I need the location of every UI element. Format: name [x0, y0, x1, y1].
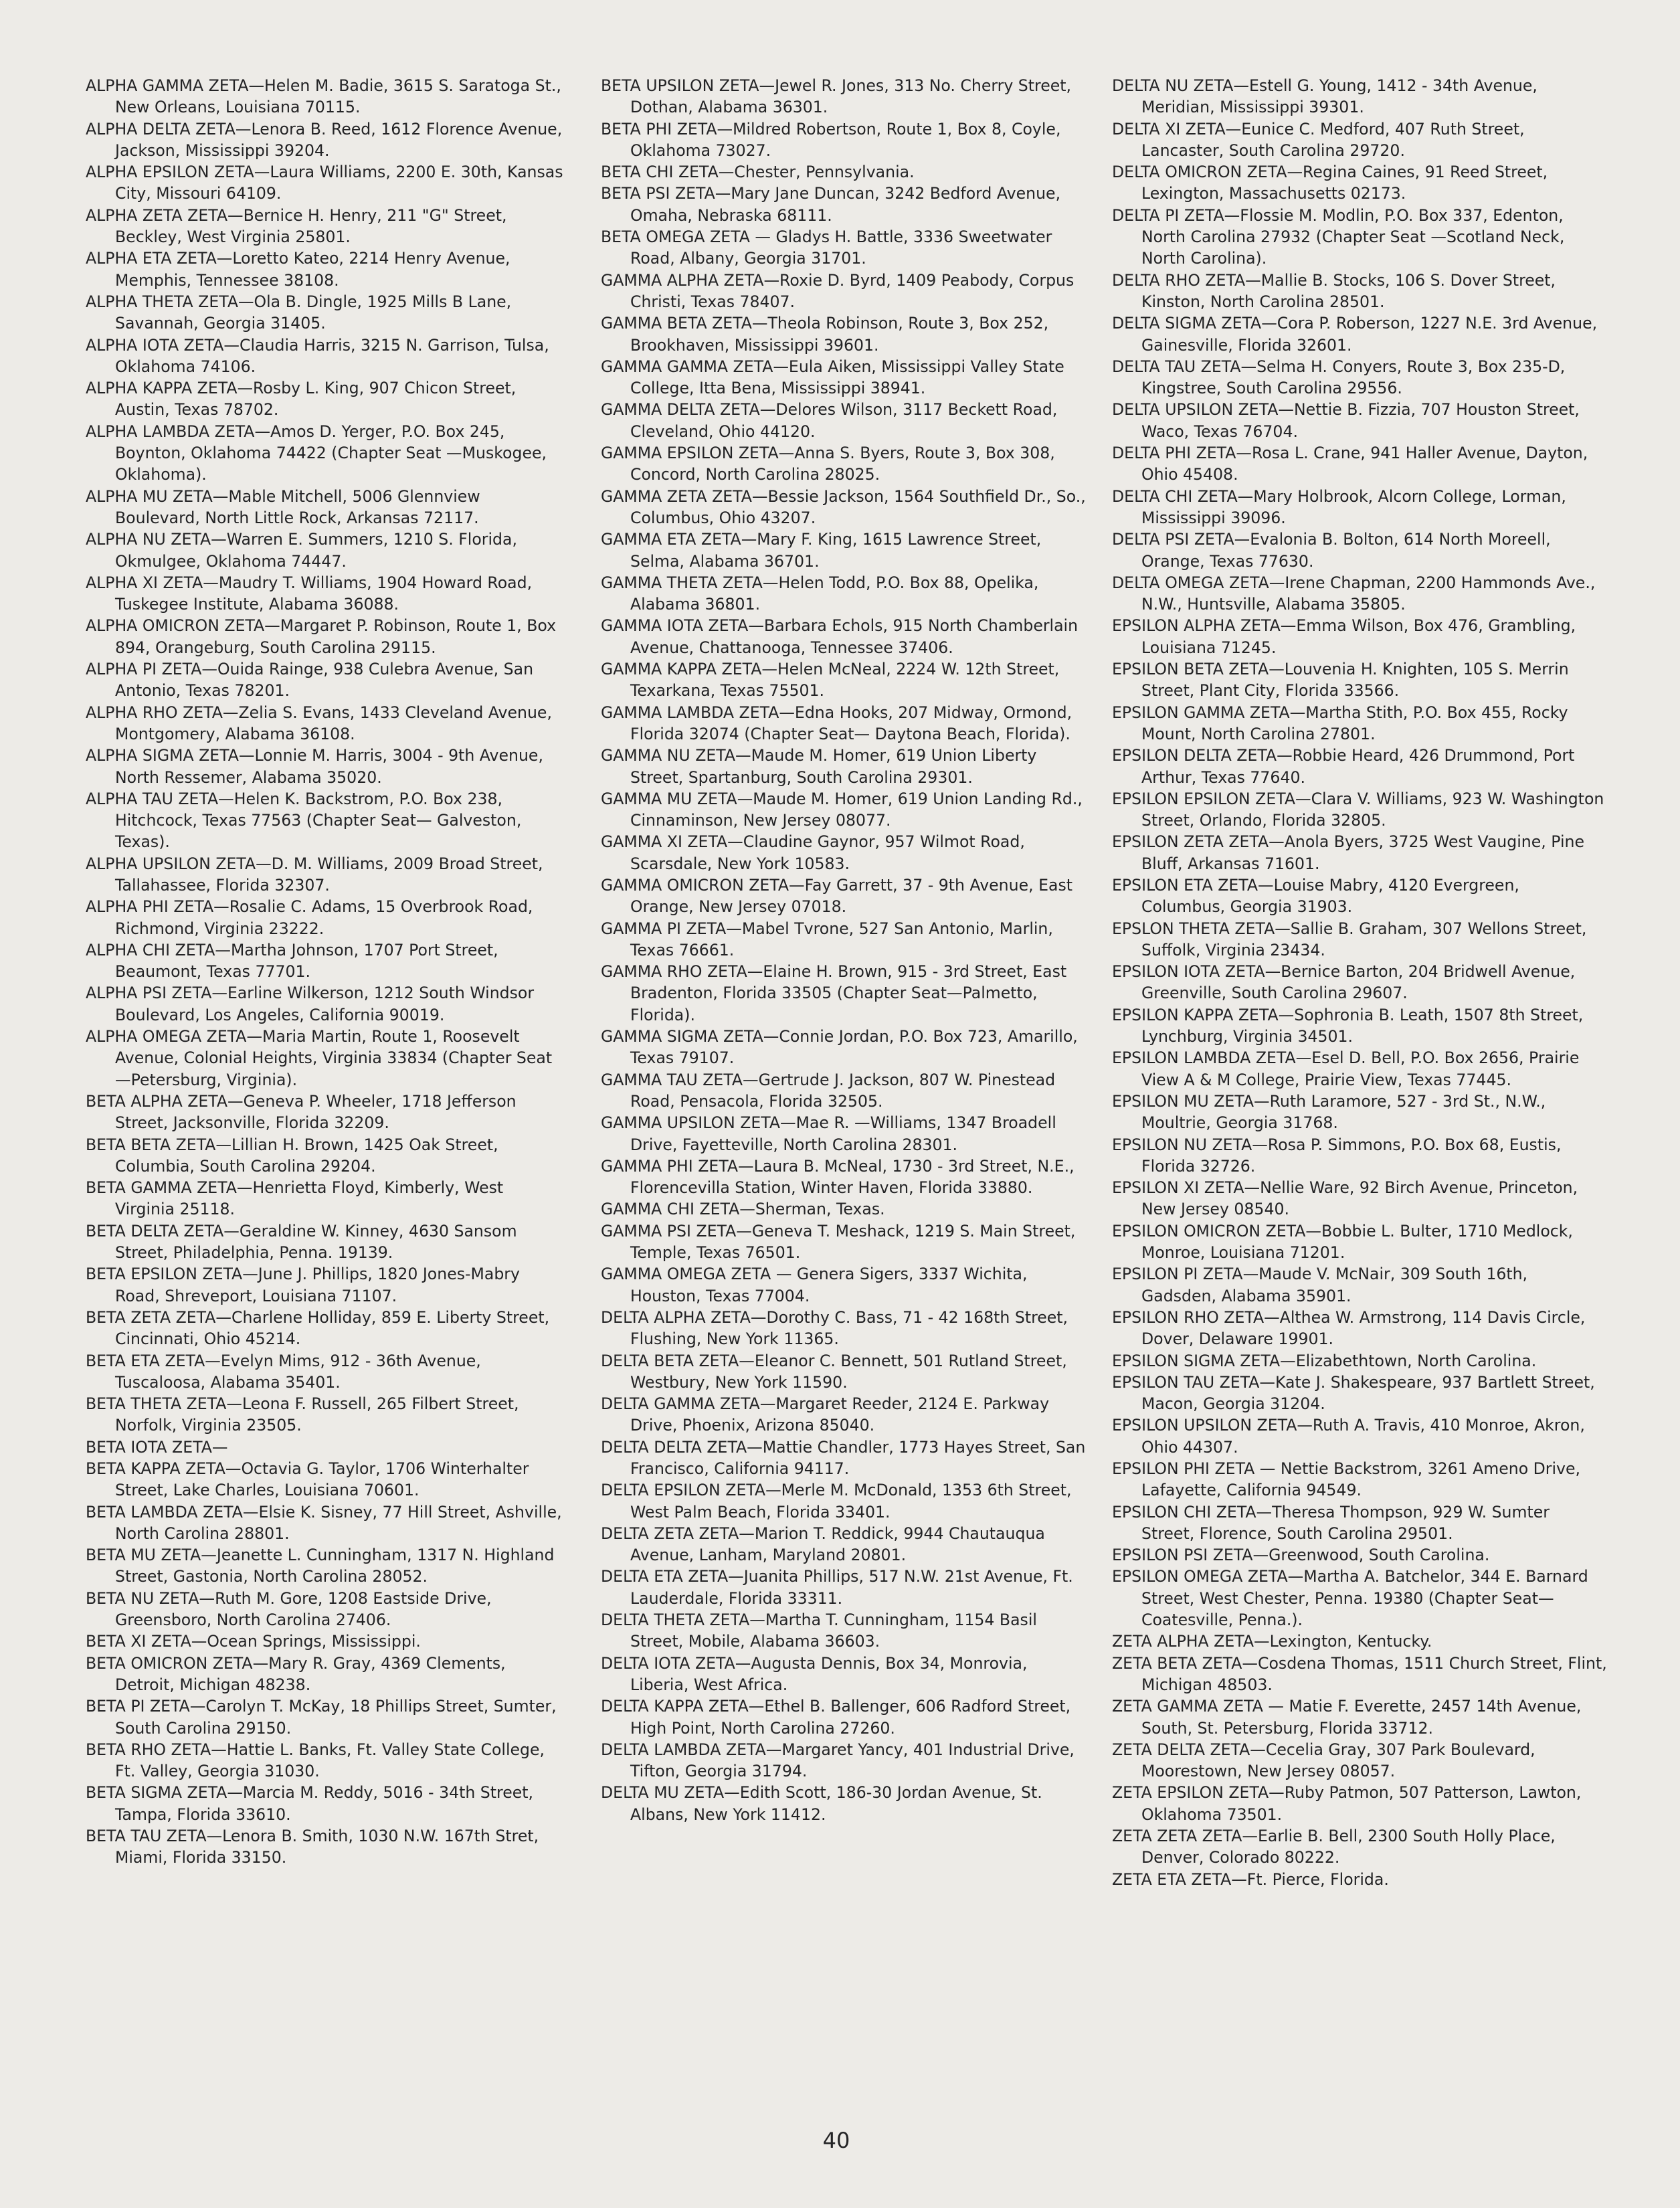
chapter-entry: EPSILON RHO ZETA—Althea W. Armstrong, 114 Davis Circle, Dover, Delaware 19901.	[1112, 1307, 1586, 1349]
chapter-entry: BETA ALPHA ZETA—Geneva P. Wheeler, 1718 Jefferson Street, Jacksonville, Florida 32209.	[86, 1091, 517, 1133]
chapter-entry: ALPHA MU ZETA—Mable Mitchell, 5006 Glennview Boulevard, North Little Rock, Arkansas 72117.	[86, 486, 480, 527]
chapter-entry: EPSILON OMEGA ZETA—Martha A. Batchelor, 344 E. Barnard Street, West Chester, Penna. 19380 (Chapter Seat—Coatesville, Penna.).	[1112, 1567, 1588, 1630]
chapter-entry: GAMMA PSI ZETA—Geneva T. Meshack, 1219 S. Main Street, Temple, Texas 76501.	[601, 1221, 1076, 1263]
chapter-entry: ALPHA TAU ZETA—Helen K. Backstrom, P.O. Box 238, Hitchcock, Texas 77563 (Chapter Seat— Galveston, Texas).	[86, 789, 522, 852]
chapter-entry: GAMMA ALPHA ZETA—Roxie D. Byrd, 1409 Peabody, Corpus Christi, Texas 78407.	[601, 270, 1075, 311]
chapter-entry: GAMMA MU ZETA—Maude M. Homer, 619 Union Landing Rd., Cinnaminson, New Jersey 08077.	[601, 789, 1083, 830]
chapter-entry: EPSILON SIGMA ZETA—Elizabethtown, North Carolina.	[1112, 1351, 1537, 1370]
chapter-entry: EPSILON BETA ZETA—Louvenia H. Knighten, 105 S. Merrin Street, Plant City, Florida 33566.	[1112, 660, 1569, 701]
chapter-entry: GAMMA BETA ZETA—Theola Robinson, Route 3, Box 252, Brookhaven, Mississippi 39601.	[601, 314, 1049, 355]
chapter-entry: EPSILON ZETA ZETA—Anola Byers, 3725 West Vaugine, Pine Bluff, Arkansas 71601.	[1112, 832, 1584, 873]
chapter-entry: EPSILON IOTA ZETA—Bernice Barton, 204 Bridwell Avenue, Greenville, South Carolina 29607.	[1112, 962, 1576, 1003]
chapter-entry: BETA ETA ZETA—Evelyn Mims, 912 - 36th Avenue, Tuscaloosa, Alabama 35401.	[86, 1351, 481, 1392]
chapter-entry: DELTA PSI ZETA—Evalonia B. Bolton, 614 North Moreell, Orange, Texas 77630.	[1112, 530, 1551, 571]
chapter-entry: GAMMA TAU ZETA—Gertrude J. Jackson, 807 W. Pinestead Road, Pensacola, Florida 32505.	[601, 1070, 1056, 1111]
chapter-entry: DELTA PHI ZETA—Rosa L. Crane, 941 Haller Avenue, Dayton, Ohio 45408.	[1112, 444, 1588, 484]
chapter-entry: EPSILON UPSILON ZETA—Ruth A. Travis, 410 Monroe, Akron, Ohio 44307.	[1112, 1416, 1585, 1457]
chapter-entry: BETA PHI ZETA—Mildred Robertson, Route 1, Box 8, Coyle, Oklahoma 73027.	[601, 119, 1061, 160]
chapter-entry: GAMMA LAMBDA ZETA—Edna Hooks, 207 Midway, Ormond, Florida 32074 (Chapter Seat— Daytona Beach, Florida).	[601, 703, 1072, 743]
chapter-entry: EPSILON EPSILON ZETA—Clara V. Williams, 923 W. Washington Street, Orlando, Florida 32805.	[1112, 789, 1604, 830]
chapter-entry: GAMMA CHI ZETA—Sherman, Texas.	[601, 1200, 885, 1219]
chapter-entry: DELTA NU ZETA—Estell G. Young, 1412 - 34th Avenue, Meridian, Mississippi 39301.	[1112, 76, 1537, 117]
chapter-entry: ALPHA PSI ZETA—Earline Wilkerson, 1212 South Windsor Boulevard, Los Angeles, California 90019.	[86, 984, 535, 1024]
chapter-entry: DELTA CHI ZETA—Mary Holbrook, Alcorn College, Lorman, Mississippi 39096.	[1112, 486, 1566, 527]
chapter-entry: DELTA PI ZETA—Flossie M. Modlin, P.O. Box 337, Edenton, North Carolina 27932 (Chapter Seat —Scotland Neck, North Carolina).	[1112, 205, 1565, 268]
chapter-entry: GAMMA DELTA ZETA—Delores Wilson, 3117 Beckett Road, Cleveland, Ohio 44120.	[601, 400, 1058, 441]
chapter-entry: GAMMA UPSILON ZETA—Mae R. —Williams, 1347 Broadell Drive, Fayetteville, North Carolina 28301.	[601, 1113, 1056, 1154]
chapter-entry: BETA KAPPA ZETA—Octavia G. Taylor, 1706 Winterhalter Street, Lake Charles, Louisiana 70601.	[86, 1459, 529, 1500]
chapter-entry: ALPHA OMEGA ZETA—Maria Martin, Route 1, Roosevelt Avenue, Colonial Heights, Virginia 33834 (Chapter Seat—Petersburg, Virginia).	[86, 1027, 553, 1089]
chapter-entry: BETA OMEGA ZETA — Gladys H. Battle, 3336 Sweetwater Road, Albany, Georgia 31701.	[601, 227, 1052, 268]
chapter-entry: DELTA OMICRON ZETA—Regina Caines, 91 Reed Street, Lexington, Massachusetts 02173.	[1112, 163, 1548, 203]
chapter-entry: ZETA GAMMA ZETA — Matie F. Everette, 2457 14th Avenue, South, St. Petersburg, Florida 33712.	[1112, 1697, 1582, 1738]
chapter-entry: BETA OMICRON ZETA—Mary R. Gray, 4369 Clements, Detroit, Michigan 48238.	[86, 1653, 506, 1694]
chapter-entry: DELTA OMEGA ZETA—Irene Chapman, 2200 Hammonds Ave., N.W., Huntsville, Alabama 35805.	[1112, 573, 1596, 614]
directory-column-2	[601, 75, 1091, 1825]
chapter-entry: BETA THETA ZETA—Leona F. Russell, 265 Filbert Street, Norfolk, Virginia 23505.	[86, 1394, 519, 1435]
chapter-entry: DELTA DELTA ZETA—Mattie Chandler, 1773 Hayes Street, San Francisco, California 94117.	[601, 1437, 1086, 1478]
chapter-entry: GAMMA ZETA ZETA—Bessie Jackson, 1564 Southfield Dr., So., Columbus, Ohio 43207.	[601, 486, 1086, 527]
chapter-entry: EPSILON TAU ZETA—Kate J. Shakespeare, 937 Bartlett Street, Macon, Georgia 31204.	[1112, 1372, 1595, 1414]
chapter-entry: DELTA XI ZETA—Eunice C. Medford, 407 Ruth Street, Lancaster, South Carolina 29720.	[1112, 119, 1525, 160]
chapter-entry: DELTA UPSILON ZETA—Nettie B. Fizzia, 707 Houston Street, Waco, Texas 76704.	[1112, 400, 1580, 441]
chapter-entry: DELTA ALPHA ZETA—Dorothy C. Bass, 71 - 42 168th Street, Flushing, New York 11365.	[601, 1307, 1068, 1349]
chapter-entry: BETA ZETA ZETA—Charlene Holliday, 859 E. Liberty Street, Cincinnati, Ohio 45214.	[86, 1307, 550, 1349]
chapter-entry: DELTA KAPPA ZETA—Ethel B. Ballenger, 606 Radford Street, High Point, North Carolina 27260.	[601, 1697, 1071, 1738]
chapter-entry: ALPHA PHI ZETA—Rosalie C. Adams, 15 Overbrook Road, Richmond, Virginia 23222.	[86, 897, 533, 938]
chapter-entry: ALPHA CHI ZETA—Martha Johnson, 1707 Port Street, Beaumont, Texas 77701.	[86, 940, 498, 982]
chapter-entry: ALPHA EPSILON ZETA—Laura Williams, 2200 E. 30th, Kansas City, Missouri 64109.	[86, 163, 563, 203]
chapter-entry: ALPHA ETA ZETA—Loretto Kateo, 2214 Henry Avenue, Memphis, Tennessee 38108.	[86, 249, 510, 290]
chapter-entry: BETA DELTA ZETA—Geraldine W. Kinney, 4630 Sansom Street, Philadelphia, Penna. 19139.	[86, 1221, 517, 1263]
chapter-entry: ZETA ETA ZETA—Ft. Pierce, Florida.	[1112, 1869, 1389, 1889]
chapter-entry: DELTA ETA ZETA—Juanita Phillips, 517 N.W. 21st Avenue, Ft. Lauderdale, Florida 33311.	[601, 1567, 1073, 1608]
chapter-entry: BETA LAMBDA ZETA—Elsie K. Sisney, 77 Hill Street, Ashville, North Carolina 28801.	[86, 1502, 562, 1543]
chapter-entry: ZETA ALPHA ZETA—Lexington, Kentucky.	[1112, 1632, 1432, 1651]
chapter-entry: GAMMA IOTA ZETA—Barbara Echols, 915 North Chamberlain Avenue, Chattanooga, Tennessee 37406.	[601, 616, 1079, 657]
chapter-entry: DELTA ZETA ZETA—Marion T. Reddick, 9944 Chautauqua Avenue, Lanham, Maryland 20801.	[601, 1524, 1045, 1565]
chapter-entry: GAMMA NU ZETA—Maude M. Homer, 619 Union Liberty Street, Spartanburg, South Carolina 29301.	[601, 746, 1037, 787]
chapter-entry: BETA EPSILON ZETA—June J. Phillips, 1820 Jones-Mabry Road, Shreveport, Louisiana 71107.	[86, 1265, 520, 1305]
chapter-entry: ALPHA PI ZETA—Ouida Rainge, 938 Culebra Avenue, San Antonio, Texas 78201.	[86, 660, 534, 701]
chapter-entry: EPSILON CHI ZETA—Theresa Thompson, 929 W. Sumter Street, Florence, South Carolina 29501.	[1112, 1502, 1550, 1543]
directory-column-1	[86, 75, 566, 1869]
chapter-entry: EPSILON ALPHA ZETA—Emma Wilson, Box 476, Grambling, Louisiana 71245.	[1112, 616, 1576, 657]
page-number: 40	[822, 2128, 850, 2153]
chapter-entry: EPSLON THETA ZETA—Sallie B. Graham, 307 Wellons Street, Suffolk, Virginia 23434.	[1112, 919, 1587, 959]
chapter-entry: GAMMA ETA ZETA—Mary F. King, 1615 Lawrence Street, Selma, Alabama 36701.	[601, 530, 1042, 571]
chapter-entry: EPSILON DELTA ZETA—Robbie Heard, 426 Drummond, Port Arthur, Texas 77640.	[1112, 746, 1575, 787]
chapter-entry: GAMMA GAMMA ZETA—Eula Aiken, Mississippi Valley State College, Itta Bena, Mississippi 38941.	[601, 357, 1064, 398]
chapter-entry: GAMMA PI ZETA—Mabel Tvrone, 527 San Antonio, Marlin, Texas 76661.	[601, 919, 1053, 959]
chapter-entry: BETA CHI ZETA—Chester, Pennsylvania.	[601, 163, 915, 182]
chapter-entry: BETA SIGMA ZETA—Marcia M. Reddy, 5016 - 34th Street, Tampa, Florida 33610.	[86, 1783, 533, 1824]
chapter-entry: BETA XI ZETA—Ocean Springs, Mississippi.	[86, 1632, 421, 1651]
chapter-entry: ZETA EPSILON ZETA—Ruby Patmon, 507 Patterson, Lawton, Oklahoma 73501.	[1112, 1783, 1582, 1824]
chapter-entry: ALPHA RHO ZETA—Zelia S. Evans, 1433 Cleveland Avenue, Montgomery, Alabama 36108.	[86, 703, 552, 743]
chapter-entry: EPSILON NU ZETA—Rosa P. Simmons, P.O. Box 68, Eustis, Florida 32726.	[1112, 1135, 1562, 1176]
chapter-entry: GAMMA OMICRON ZETA—Fay Garrett, 37 - 9th Avenue, East Orange, New Jersey 07018.	[601, 875, 1072, 917]
chapter-entry: ALPHA OMICRON ZETA—Margaret P. Robinson, Route 1, Box 894, Orangeburg, South Carolina 29115.	[86, 616, 557, 657]
chapter-entry: BETA PI ZETA—Carolyn T. McKay, 18 Phillips Street, Sumter, South Carolina 29150.	[86, 1697, 557, 1738]
chapter-entry: BETA MU ZETA—Jeanette L. Cunningham, 1317 N. Highland Street, Gastonia, North Carolina 28052.	[86, 1546, 555, 1586]
chapter-entry: ALPHA LAMBDA ZETA—Amos D. Yerger, P.O. Box 245, Boynton, Oklahoma 74422 (Chapter Seat —Muskogee, Oklahoma).	[86, 422, 547, 484]
chapter-entry: DELTA SIGMA ZETA—Cora P. Roberson, 1227 N.E. 3rd Avenue, Gainesville, Florida 32601.	[1112, 314, 1598, 355]
chapter-entry: GAMMA THETA ZETA—Helen Todd, P.O. Box 88, Opelika, Alabama 36801.	[601, 573, 1039, 614]
chapter-entry: EPSILON LAMBDA ZETA—Esel D. Bell, P.O. Box 2656, Prairie View A & M College, Prairie View, Texas 77445.	[1112, 1048, 1580, 1089]
chapter-entry: DELTA BETA ZETA—Eleanor C. Bennett, 501 Rutland Street, Westbury, New York 11590.	[601, 1351, 1067, 1392]
chapter-entry: ALPHA DELTA ZETA—Lenora B. Reed, 1612 Florence Avenue, Jackson, Mississippi 39204.	[86, 119, 563, 160]
chapter-entry: ALPHA THETA ZETA—Ola B. Dingle, 1925 Mills B Lane, Savannah, Georgia 31405.	[86, 292, 512, 333]
chapter-entry: ALPHA NU ZETA—Warren E. Summers, 1210 S. Florida, Okmulgee, Oklahoma 74447.	[86, 530, 517, 571]
chapter-entry: ALPHA IOTA ZETA—Claudia Harris, 3215 N. Garrison, Tulsa, Oklahoma 74106.	[86, 335, 549, 376]
chapter-entry: DELTA LAMBDA ZETA—Margaret Yancy, 401 Industrial Drive, Tifton, Georgia 31794.	[601, 1740, 1075, 1781]
chapter-entry: ALPHA KAPPA ZETA—Rosby L. King, 907 Chicon Street, Austin, Texas 78702.	[86, 379, 517, 420]
chapter-entry: ALPHA GAMMA ZETA—Helen M. Badie, 3615 S. Saratoga St., New Orleans, Louisiana 70115.	[86, 76, 561, 117]
chapter-entry: GAMMA XI ZETA—Claudine Gaynor, 957 Wilmot Road, Scarsdale, New York 10583.	[601, 832, 1025, 873]
chapter-entry: EPSILON PI ZETA—Maude V. McNair, 309 South 16th, Gadsden, Alabama 35901.	[1112, 1265, 1528, 1305]
chapter-entry: BETA BETA ZETA—Lillian H. Brown, 1425 Oak Street, Columbia, South Carolina 29204.	[86, 1135, 498, 1176]
chapter-entry: BETA NU ZETA—Ruth M. Gore, 1208 Eastside Drive, Greensboro, North Carolina 27406.	[86, 1588, 492, 1630]
chapter-entry: DELTA MU ZETA—Edith Scott, 186-30 Jordan Avenue, St. Albans, New York 11412.	[601, 1783, 1042, 1824]
chapter-entry: DELTA THETA ZETA—Martha T. Cunningham, 1154 Basil Street, Mobile, Alabama 36603.	[601, 1611, 1037, 1651]
chapter-entry: ZETA DELTA ZETA—Cecelia Gray, 307 Park Boulevard, Moorestown, New Jersey 08057.	[1112, 1740, 1535, 1781]
chapter-entry: DELTA GAMMA ZETA—Margaret Reeder, 2124 E. Parkway Drive, Phoenix, Arizona 85040.	[601, 1394, 1050, 1435]
chapter-entry: DELTA EPSILON ZETA—Merle M. McDonald, 1353 6th Street, West Palm Beach, Florida 33401.	[601, 1481, 1072, 1522]
chapter-entry: GAMMA KAPPA ZETA—Helen McNeal, 2224 W. 12th Street, Texarkana, Texas 75501.	[601, 660, 1060, 701]
chapter-entry: BETA GAMMA ZETA—Henrietta Floyd, Kimberly, West Virginia 25118.	[86, 1178, 504, 1219]
chapter-entry: EPSILON GAMMA ZETA—Martha Stith, P.O. Box 455, Rocky Mount, North Carolina 27801.	[1112, 703, 1568, 743]
directory-column-3	[1112, 75, 1607, 1890]
chapter-entry: DELTA TAU ZETA—Selma H. Conyers, Route 3, Box 235-D, Kingstree, South Carolina 29556.	[1112, 357, 1566, 398]
chapter-entry: GAMMA PHI ZETA—Laura B. McNeal, 1730 - 3rd Street, N.E., Florencevilla Station, Winter Haven, Florida 33880.	[601, 1156, 1075, 1198]
chapter-entry: DELTA IOTA ZETA—Augusta Dennis, Box 34, Monrovia, Liberia, West Africa.	[601, 1653, 1028, 1694]
chapter-entry: BETA IOTA ZETA—	[86, 1437, 228, 1457]
chapter-entry: EPSILON PSI ZETA—Greenwood, South Carolina.	[1112, 1546, 1490, 1565]
chapter-entry: EPSILON KAPPA ZETA—Sophronia B. Leath, 1507 8th Street, Lynchburg, Virginia 34501.	[1112, 1005, 1584, 1046]
chapter-entry: GAMMA RHO ZETA—Elaine H. Brown, 915 - 3rd Street, East Bradenton, Florida 33505 (Chapter Seat—Palmetto, Florida).	[601, 962, 1067, 1024]
chapter-entry: GAMMA SIGMA ZETA—Connie Jordan, P.O. Box 723, Amarillo, Texas 79107.	[601, 1027, 1078, 1068]
chapter-entry: BETA RHO ZETA—Hattie L. Banks, Ft. Valley State College, Ft. Valley, Georgia 31030.	[86, 1740, 545, 1781]
chapter-entry: ALPHA UPSILON ZETA—D. M. Williams, 2009 Broad Street, Tallahassee, Florida 32307.	[86, 854, 543, 895]
chapter-entry: ALPHA SIGMA ZETA—Lonnie M. Harris, 3004 - 9th Avenue, North Ressemer, Alabama 35020.	[86, 746, 543, 787]
chapter-entry: DELTA RHO ZETA—Mallie B. Stocks, 106 S. Dover Street, Kinston, North Carolina 28501.	[1112, 270, 1556, 311]
chapter-entry: ALPHA XI ZETA—Maudry T. Williams, 1904 Howard Road, Tuskegee Institute, Alabama 36088.	[86, 573, 533, 614]
chapter-entry: EPSILON XI ZETA—Nellie Ware, 92 Birch Avenue, Princeton, New Jersey 08540.	[1112, 1178, 1578, 1219]
chapter-entry: EPSILON ETA ZETA—Louise Mabry, 4120 Evergreen, Columbus, Georgia 31903.	[1112, 875, 1519, 917]
chapter-entry: EPSILON MU ZETA—Ruth Laramore, 527 - 3rd St., N.W., Moultrie, Georgia 31768.	[1112, 1091, 1546, 1133]
chapter-entry: ZETA BETA ZETA—Cosdena Thomas, 1511 Church Street, Flint, Michigan 48503.	[1112, 1653, 1607, 1694]
chapter-entry: BETA UPSILON ZETA—Jewel R. Jones, 313 No. Cherry Street, Dothan, Alabama 36301.	[601, 76, 1071, 117]
chapter-entry: GAMMA EPSILON ZETA—Anna S. Byers, Route 3, Box 308, Concord, North Carolina 28025.	[601, 444, 1055, 484]
chapter-entry: BETA TAU ZETA—Lenora B. Smith, 1030 N.W. 167th Stret, Miami, Florida 33150.	[86, 1827, 539, 1867]
chapter-entry: EPSILON OMICRON ZETA—Bobbie L. Bulter, 1710 Medlock, Monroe, Louisiana 71201.	[1112, 1221, 1573, 1263]
chapter-entry: BETA PSI ZETA—Mary Jane Duncan, 3242 Bedford Avenue, Omaha, Nebraska 68111.	[601, 184, 1061, 225]
chapter-entry: GAMMA OMEGA ZETA — Genera Sigers, 3337 Wichita, Houston, Texas 77004.	[601, 1265, 1028, 1305]
chapter-entry: EPSILON PHI ZETA — Nettie Backstrom, 3261 Ameno Drive, Lafayette, California 94549.	[1112, 1459, 1581, 1500]
chapter-entry: ALPHA ZETA ZETA—Bernice H. Henry, 211 "G" Street, Beckley, West Virginia 25801.	[86, 205, 507, 247]
chapter-entry: ZETA ZETA ZETA—Earlie B. Bell, 2300 South Holly Place, Denver, Colorado 80222.	[1112, 1827, 1556, 1867]
